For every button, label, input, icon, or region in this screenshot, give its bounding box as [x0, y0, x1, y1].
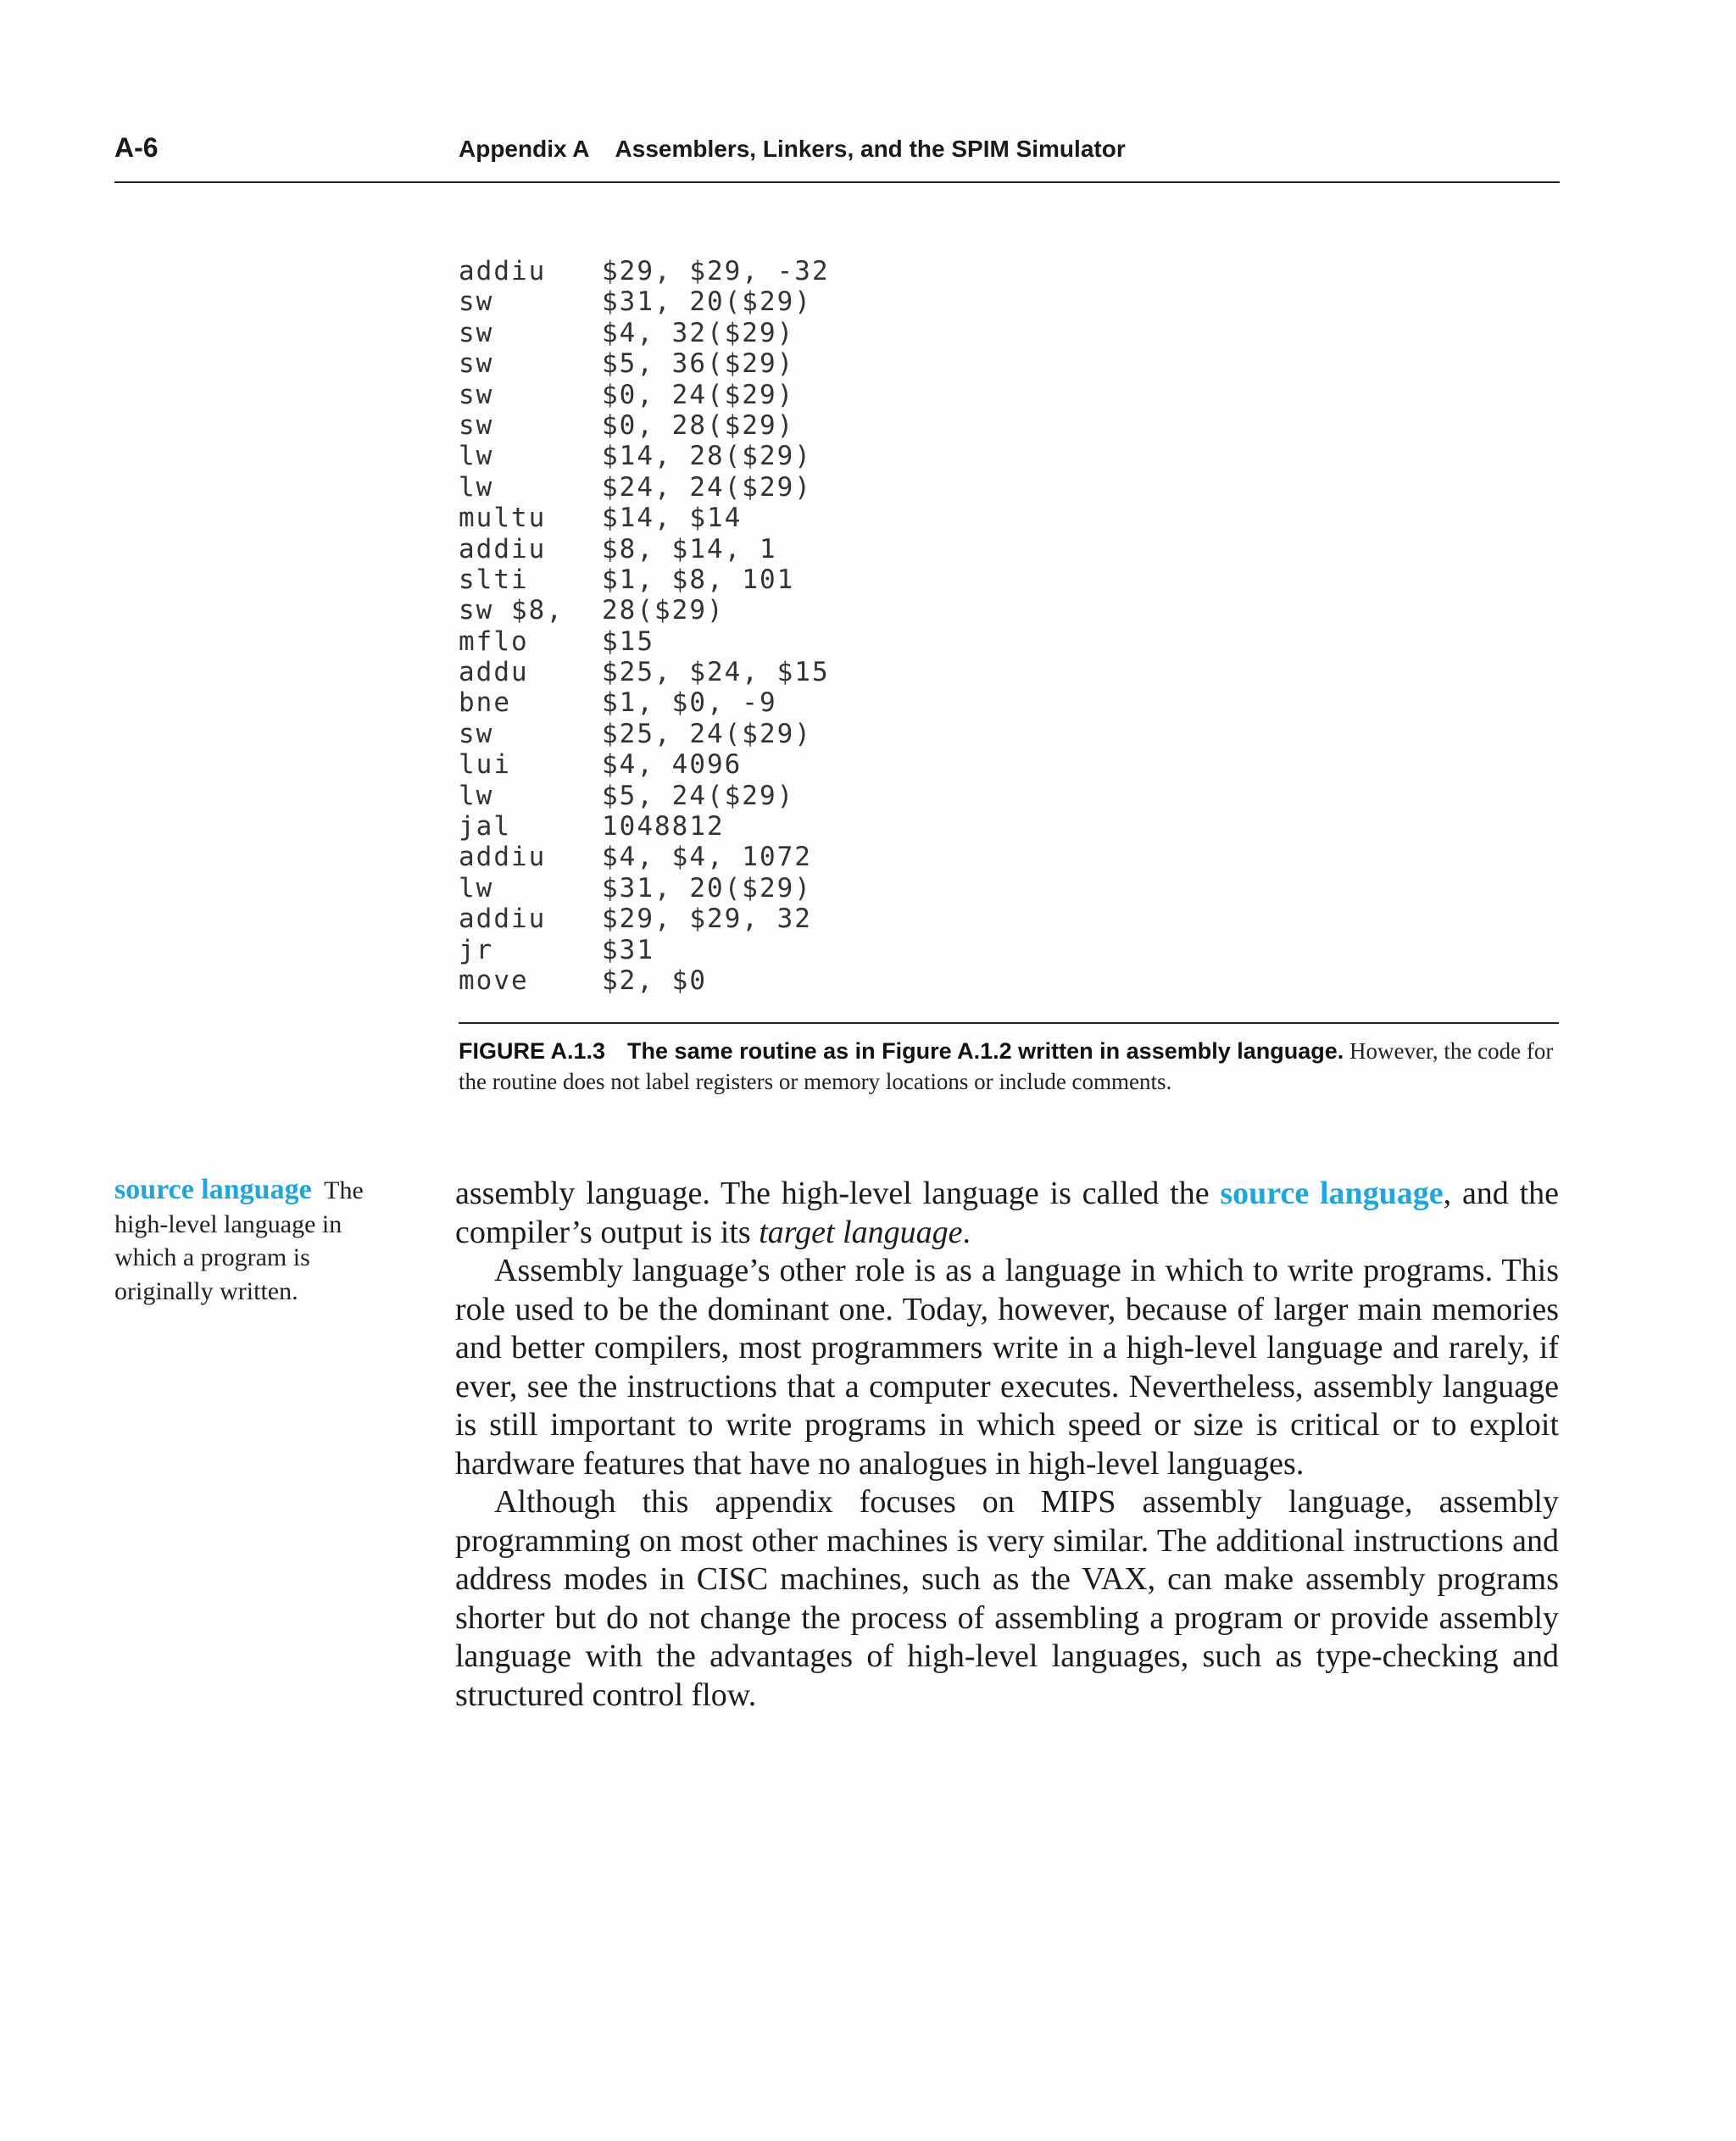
code-operands: $15 [602, 626, 654, 657]
code-opcode: lw [459, 872, 494, 904]
figure-label: FIGURE A.1.3 [459, 1038, 606, 1064]
code-operands: $1, $0, -9 [602, 687, 777, 719]
paragraph-1-text-cont: , and the compiler’s output is its [455, 1176, 1560, 1250]
code-opcode: jal [459, 811, 511, 842]
code-line [459, 410, 830, 441]
code-operands: $29, $29, 32 [602, 904, 812, 935]
code-line [459, 441, 830, 471]
code-line [459, 564, 830, 595]
running-head [459, 136, 1126, 163]
code-operands: $8, $14, 1 [602, 533, 777, 564]
paragraph-1 [455, 1175, 1559, 1252]
code-operands: $0, 28($29) [602, 409, 795, 441]
code-opcode: slti [459, 564, 529, 595]
code-operands: $25, 24($29) [602, 718, 812, 749]
paragraph-3: Although this appendix focuses on MIPS assembly language, assembly programming on most other machines is very similar. The additional instructions and address modes in CISC machines, such as the VAX, can make assembly programs shorter but do not change the process of assembling a program or provide assembly language with the advantages of high-level languages, such as type-checking and structured control flow. [455, 1484, 1559, 1713]
code-operands: $14, $14 [602, 503, 743, 534]
margin-definition-text: The high-level language in which a program is originally written. [114, 1176, 364, 1305]
code-line [459, 842, 830, 872]
code-line [459, 781, 830, 811]
code-line [459, 749, 830, 780]
margin-term: source language [114, 1174, 312, 1205]
code-opcode: jr [459, 934, 494, 965]
figure-caption [459, 1022, 1559, 1097]
figure-text: However, the code for the routine does not label registers or memory locations or include comments. [459, 1038, 1554, 1094]
target-language-term: target language [759, 1214, 963, 1250]
code-opcode: bne [459, 687, 511, 719]
code-opcode: addiu [459, 533, 547, 564]
code-opcode: multu [459, 503, 547, 534]
code-line [459, 348, 830, 379]
code-opcode: addiu [459, 904, 547, 935]
code-operands: $25, $24, $15 [602, 657, 830, 688]
code-line [459, 626, 830, 657]
code-operands: $2, $0 [602, 965, 707, 996]
code-line [459, 595, 830, 626]
code-opcode: sw $8, [459, 595, 564, 626]
code-opcode: addiu [459, 256, 547, 286]
code-operands: $5, 36($29) [602, 348, 795, 380]
paragraph-1-end: . [962, 1214, 971, 1250]
paragraph-2: Assembly language’s other role is as a language in which to write programs. This role used to be the dominant one. Today, however, because of larger main memories and better compilers, most programmers write in a high-level language and rarely, if ever, see the instructions that a computer executes. Nevertheless, assembly language is still important to write programs in which speed or size is critical or to exploit hardware features that have no analogues in high-level languages. [455, 1253, 1559, 1482]
chapter-title: Assemblers, Linkers, and the SPIM Simulator [615, 136, 1126, 162]
code-operands: $31, 20($29) [602, 872, 812, 904]
code-operands: $29, $29, -32 [602, 256, 830, 286]
code-opcode: lw [459, 780, 494, 811]
code-line [459, 811, 830, 842]
code-line [459, 687, 830, 718]
code-opcode: sw [459, 317, 494, 348]
code-line [459, 657, 830, 687]
code-line [459, 904, 830, 934]
code-opcode: lw [459, 441, 494, 472]
code-line [459, 286, 830, 317]
code-operands: $31, 20($29) [602, 286, 812, 318]
code-line [459, 534, 830, 564]
code-line [459, 719, 830, 749]
running-header [114, 127, 1560, 183]
code-opcode: sw [459, 286, 494, 318]
code-line [459, 873, 830, 904]
source-language-term: source language [1220, 1176, 1444, 1211]
code-line [459, 965, 830, 996]
figure-title: The same routine as in Figure A.1.2 written in assembly language. [627, 1038, 1344, 1064]
code-opcode: lui [459, 749, 511, 781]
code-opcode: mflo [459, 626, 529, 657]
code-line [459, 380, 830, 410]
code-line [459, 503, 830, 533]
code-operands: $31 [602, 934, 654, 965]
code-operands: $5, 24($29) [602, 780, 795, 811]
assembly-code-listing [459, 256, 830, 996]
code-opcode: move [459, 965, 529, 996]
code-opcode: sw [459, 718, 494, 749]
body-text [455, 1175, 1559, 1715]
code-opcode: sw [459, 348, 494, 380]
page-number: A-6 [114, 132, 159, 163]
code-operands: $4, 4096 [602, 749, 743, 781]
code-operands: $4, $4, 1072 [602, 842, 812, 873]
code-operands: $14, 28($29) [602, 441, 812, 472]
code-line [459, 318, 830, 348]
margin-definition [114, 1173, 394, 1308]
appendix-label: Appendix A [459, 136, 590, 162]
code-operands: $1, $8, 101 [602, 564, 795, 595]
code-operands: $0, 24($29) [602, 379, 795, 410]
code-opcode: sw [459, 379, 494, 410]
code-operands: $24, 24($29) [602, 471, 812, 503]
code-opcode: lw [459, 471, 494, 503]
code-line [459, 935, 830, 965]
code-opcode: addiu [459, 842, 547, 873]
paragraph-1-text: assembly language. The high-level language is called the [455, 1176, 1221, 1211]
code-operands: $4, 32($29) [602, 317, 795, 348]
code-line [459, 472, 830, 503]
code-opcode: sw [459, 409, 494, 441]
code-line [459, 256, 830, 286]
code-opcode: addu [459, 657, 529, 688]
code-operands: 1048812 [602, 811, 725, 842]
code-operands: 28($29) [602, 595, 725, 626]
